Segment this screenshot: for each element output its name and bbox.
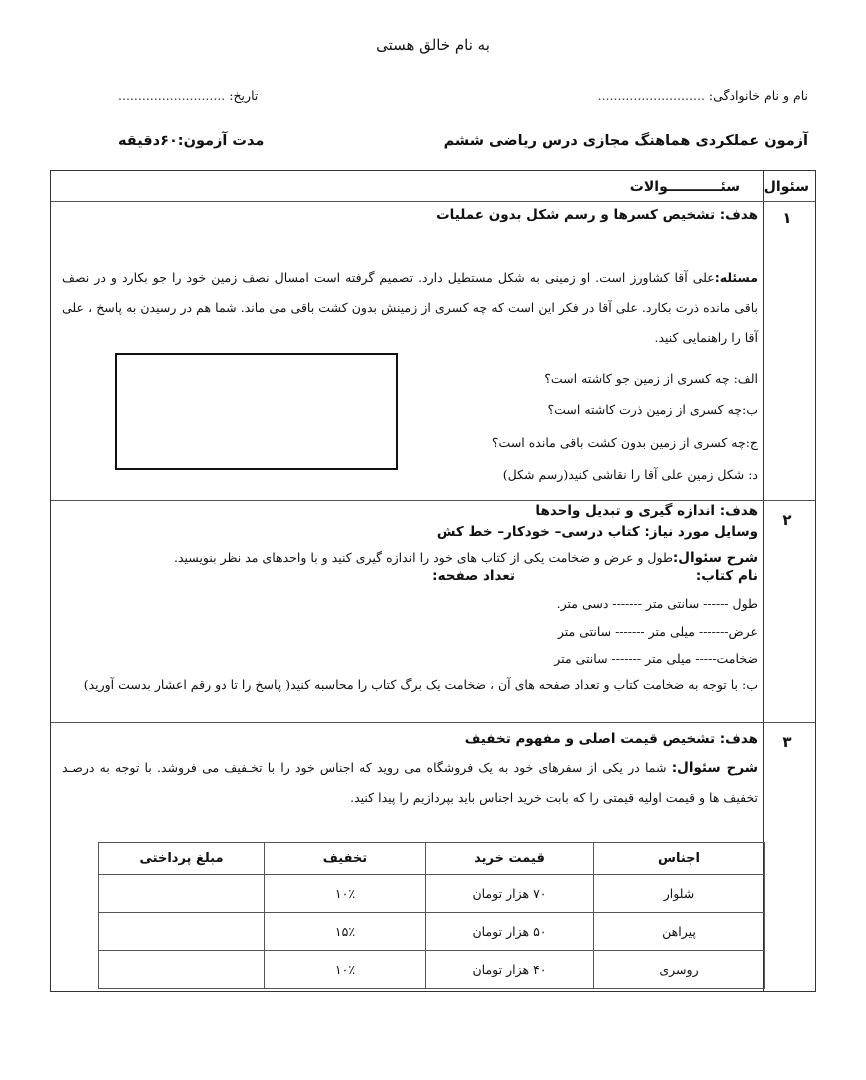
payable-cell[interactable] [99, 875, 265, 913]
date-label: تاریخ: [229, 88, 259, 103]
row-divider-2 [51, 722, 815, 723]
header-item: اجناس [594, 843, 765, 875]
student-name-blank[interactable]: ........................... [597, 88, 705, 103]
question-number-3: ۳ [782, 733, 792, 751]
date-field[interactable] [118, 88, 258, 103]
page-count-label: تعداد صفحه: [432, 568, 515, 584]
description-label: شرح سئوال: [671, 760, 759, 776]
measurement-thickness: ضخامت----- میلی متر ------- سانتی متر [554, 651, 758, 666]
student-name-label: نام و نام خانوادگی: [708, 88, 808, 103]
price-cell: ۷۰ هزار تومان [426, 875, 594, 913]
item-cell: روسری [594, 951, 765, 989]
column-header-number: سئوال [763, 179, 809, 195]
question-2-part-b: ب: با توجه به ضخامت کتاب و تعداد صفحه های آن ، ضخامت یک برگ کتاب را محاسبه کنید( پاسخ را تا دو رقم اعشار بدست آورید) [83, 677, 758, 692]
question-number-1: ۱ [782, 209, 792, 227]
measurement-width: عرض------- میلی متر ------- سانتی متر [557, 624, 758, 639]
question-number-2: ۲ [782, 511, 792, 529]
header-purchase-price: قیمت خرید [426, 843, 594, 875]
question-1-part-c: ج:چه کسری از زمین بدون کشت باقی مانده است؟ [491, 435, 758, 450]
row-divider-1 [51, 500, 815, 501]
question-1-goal: هدف: تشخیص کسرها و رسم شکل بدون عملیات [436, 207, 758, 223]
table-row [99, 951, 765, 989]
header-amount-payable: مبلغ پرداختی [99, 843, 265, 875]
discount-cell: ۱۰٪ [265, 951, 426, 989]
question-2-tools: وسایل مورد نیاز: کتاب درسی– خودکار– خط کش [436, 524, 758, 540]
drawing-area[interactable] [115, 353, 398, 470]
exam-title: آزمون عملکردی هماهنگ مجازی درس ریاضی ششم [443, 133, 808, 149]
exam-duration: مدت آزمون:۶۰دقیقه [118, 133, 265, 149]
book-name-label: نام کتاب: [695, 568, 758, 584]
description-text: طول و عرض و ضخامت یکی از کتاب های خود را اندازه گیری کنید و با واحدهای مد نظر بنویسید. [173, 550, 673, 565]
table-row [99, 875, 765, 913]
table-row [99, 913, 765, 951]
item-cell: پیراهن [594, 913, 765, 951]
payable-cell[interactable] [99, 913, 265, 951]
question-1-problem [62, 263, 758, 353]
header-discount: تخفیف [265, 843, 426, 875]
date-blank[interactable]: ........................... [118, 88, 226, 103]
question-1-part-d: د: شکل زمین علی آقا را نقاشی کنید(رسم شکل) [502, 467, 758, 482]
price-table-header-row [99, 843, 765, 875]
description-label: شرح سئوال: [672, 550, 758, 566]
question-3-goal: هدف: تشخیص قیمت اصلی و مفهوم تخفیف [464, 731, 758, 747]
discount-cell: ۱۰٪ [265, 875, 426, 913]
price-cell: ۴۰ هزار تومان [426, 951, 594, 989]
description-text: شما در یکی از سفرهای خود به یک فروشگاه می روید که اجناس خود را با تخـفیف می فروشد. با توجه به درصـد تخفیف ها و قیمت اولیه قیمتی را که بابت خرید اجناس باید بپردازیم را پیدا کنید. [62, 760, 758, 805]
price-table [98, 842, 765, 989]
question-2-goal: هدف: اندازه گیری و تبدیل واحدها [535, 503, 758, 519]
problem-text: علی آقا کشاورز است. او زمینی به شکل مستطیل دارد. تصمیم گرفته است امسال نصف زمین خود را جو بکارد و در نصف باقی مانده ذرت بکارد. علی آقا در فکر این است که چه کسری از زمینش بدون کشت باقی می ماند. شما هم در رسیدن به پاسخ ، علی آقا را راهنمایی کنید. [62, 270, 758, 345]
page-title: به نام خالق هستی [376, 36, 490, 54]
price-cell: ۵۰ هزار تومان [426, 913, 594, 951]
discount-cell: ۱۵٪ [265, 913, 426, 951]
measurement-length: طول ------ سانتی متر ------- دسی متر. [556, 596, 758, 611]
payable-cell[interactable] [99, 951, 265, 989]
question-3-description [62, 753, 758, 813]
header-row-divider [51, 201, 815, 202]
student-name-field[interactable] [598, 88, 808, 103]
column-header-questions: سئـــــــــــوالات [629, 179, 740, 195]
item-cell: شلوار [594, 875, 765, 913]
question-1-part-b: ب:چه کسری از زمین ذرت کاشته است؟ [547, 402, 758, 417]
question-1-part-a: الف: چه کسری از زمین جو کاشته است؟ [544, 371, 758, 386]
problem-label: مسئله: [714, 270, 758, 285]
question-2-description [174, 547, 758, 566]
